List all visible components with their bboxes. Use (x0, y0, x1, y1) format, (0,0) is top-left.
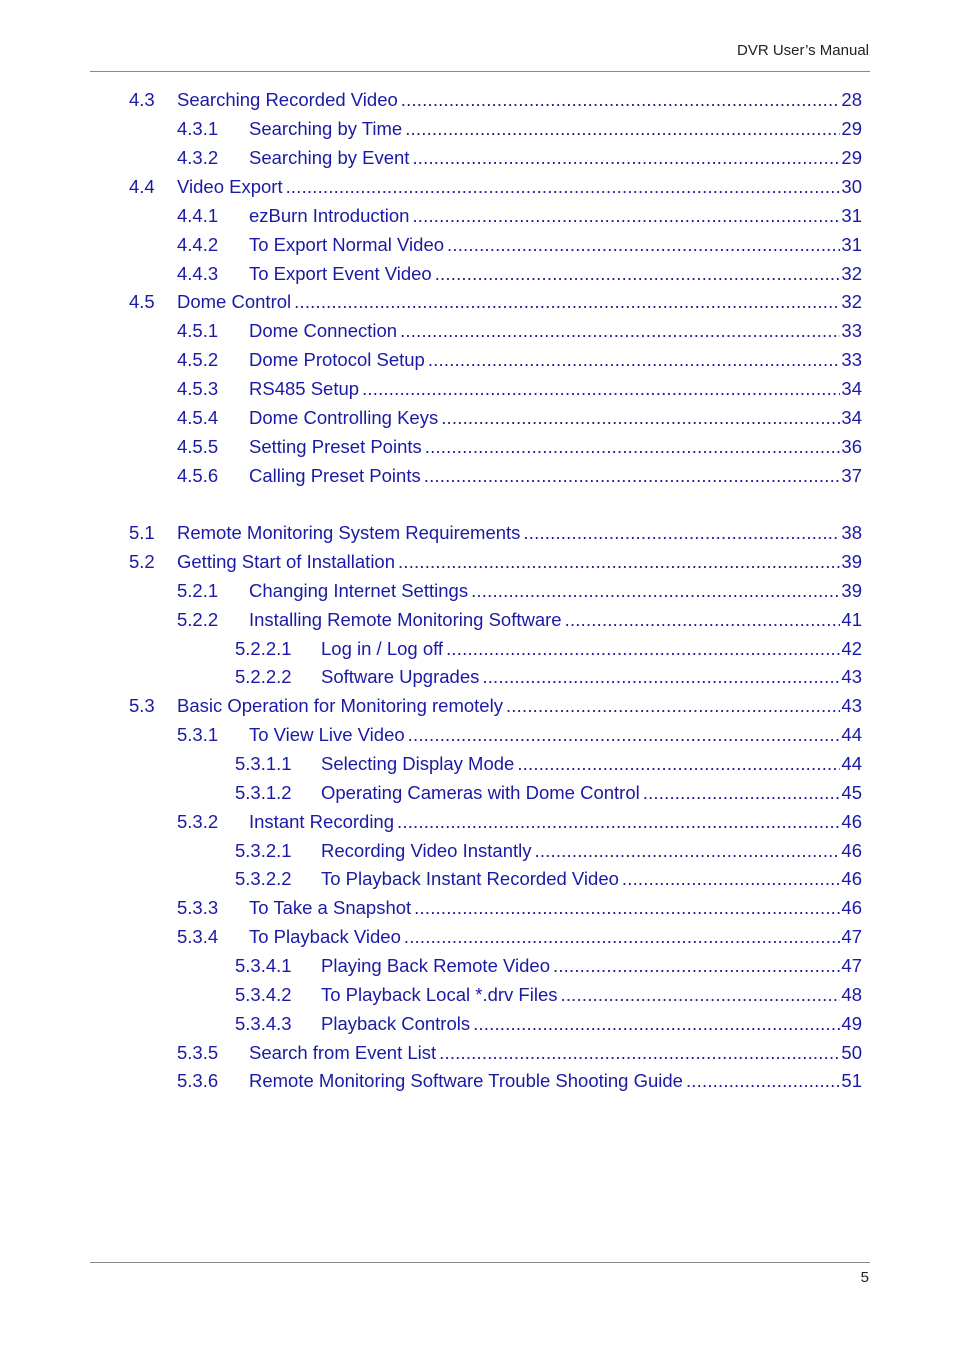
toc-entry-number: 4.4.3 (177, 263, 219, 284)
toc-dot-leader (686, 1069, 840, 1093)
toc-entry-page: 44 (841, 724, 862, 745)
toc-entry-title: To Playback Local *.drv Files (321, 984, 558, 1005)
toc-dot-leader (412, 146, 840, 170)
toc-dot-leader (294, 290, 840, 314)
toc-dot-leader (622, 867, 841, 891)
toc-entry-title: Searching by Time (249, 118, 403, 139)
toc-entry[interactable] (235, 665, 862, 689)
toc-entry-title: Operating Cameras with Dome Control (321, 782, 640, 803)
toc-entry-page: 29 (841, 147, 862, 168)
toc-dot-leader (506, 694, 840, 718)
toc-entry[interactable] (129, 694, 862, 718)
toc-entry-title: Dome Connection (249, 320, 398, 341)
toc-dot-leader (471, 579, 840, 603)
toc-entry-number: 4.5 (129, 291, 155, 312)
toc-entry[interactable] (129, 88, 862, 112)
toc-dot-leader (401, 88, 841, 112)
toc-entry-number: 5.3.2.2 (235, 868, 292, 889)
toc-entry-number: 5.3.4.2 (235, 984, 292, 1005)
toc-entry-page: 43 (841, 666, 862, 687)
toc-entry-page: 41 (841, 609, 862, 630)
toc-entry-page: 37 (841, 465, 862, 486)
toc-dot-leader (561, 983, 841, 1007)
toc-entry[interactable] (177, 896, 862, 920)
toc-entry-title: Remote Monitoring System Requirements (177, 522, 521, 543)
toc-dot-leader (473, 1012, 840, 1036)
toc-dot-leader (286, 175, 841, 199)
toc-dot-leader (517, 752, 840, 776)
toc-entry[interactable] (235, 1012, 862, 1036)
toc-entry-number: 5.3.3 (177, 897, 219, 918)
toc-entry-page: 46 (841, 897, 862, 918)
toc-entry[interactable] (177, 319, 862, 343)
toc-entry-page: 43 (841, 695, 862, 716)
toc-entry-number: 4.5.5 (177, 436, 219, 457)
toc-entry-number: 5.2.2.2 (235, 666, 292, 687)
toc-entry-title: Video Export (177, 176, 283, 197)
header-divider (90, 71, 870, 72)
toc-entry-number: 5.3.1.2 (235, 782, 292, 803)
toc-dot-leader (398, 550, 840, 574)
toc-entry-page: 46 (841, 811, 862, 832)
toc-entry-page: 50 (841, 1042, 862, 1063)
toc-entry[interactable] (177, 204, 862, 228)
toc-entry-title: Changing Internet Settings (249, 580, 469, 601)
toc-dot-leader (414, 896, 840, 920)
toc-entry-number: 4.4.2 (177, 234, 219, 255)
toc-dot-leader (435, 262, 841, 286)
toc-dot-leader (405, 117, 840, 141)
toc-entry-number: 5.3.1.1 (235, 753, 292, 774)
toc-entry-number: 4.3.2 (177, 147, 219, 168)
toc-entry-title: ezBurn Introduction (249, 205, 410, 226)
toc-entry[interactable] (235, 983, 862, 1007)
toc-entry-title: Playback Controls (321, 1013, 471, 1034)
toc-entry-number: 4.3.1 (177, 118, 219, 139)
toc-entry-page: 34 (841, 407, 862, 428)
toc-entry-page: 44 (841, 753, 862, 774)
toc-entry-number: 5.2.2.1 (235, 638, 292, 659)
toc-entry-number: 4.5.4 (177, 407, 219, 428)
toc-entry-title: Instant Recording (249, 811, 395, 832)
toc-entry-number: 4.5.1 (177, 320, 219, 341)
toc-entry[interactable] (177, 810, 862, 834)
toc-entry[interactable] (235, 637, 862, 661)
toc-entry-title: Recording Video Instantly (321, 840, 532, 861)
toc-dot-leader (446, 637, 840, 661)
toc-entry-number: 5.1 (129, 522, 155, 543)
toc-entry[interactable] (177, 464, 862, 488)
toc-dot-leader (412, 204, 840, 228)
toc-entry-page: 31 (841, 205, 862, 226)
toc-entry-page: 33 (841, 349, 862, 370)
toc-dot-leader (397, 810, 840, 834)
toc-entry-page: 42 (841, 638, 862, 659)
toc-entry-number: 5.3.4 (177, 926, 219, 947)
toc-entry-page: 51 (841, 1070, 862, 1091)
toc-entry-page: 46 (841, 840, 862, 861)
toc-entry[interactable] (177, 233, 862, 257)
toc-entry-number: 4.5.2 (177, 349, 219, 370)
toc-entry-page: 29 (841, 118, 862, 139)
toc-entry-title: Searching Recorded Video (177, 89, 398, 110)
toc-entry[interactable] (235, 752, 862, 776)
toc-entry-title: Search from Event List (249, 1042, 437, 1063)
toc-entry[interactable] (177, 117, 862, 141)
toc-entry-number: 5.3.4.1 (235, 955, 292, 976)
running-header-title: DVR User’s Manual (737, 42, 869, 59)
toc-entry-title: Setting Preset Points (249, 436, 422, 457)
toc-dot-leader (404, 925, 841, 949)
toc-entry-title: Basic Operation for Monitoring remotely (177, 695, 503, 716)
toc-entry-number: 5.3.2 (177, 811, 219, 832)
toc-dot-leader (400, 319, 840, 343)
toc-entry-number: 4.5.3 (177, 378, 219, 399)
toc-entry-number: 5.3 (129, 695, 155, 716)
toc-entry-number: 4.3 (129, 89, 155, 110)
toc-entry-title: To Playback Video (249, 926, 401, 947)
toc-dot-leader (425, 435, 841, 459)
toc-entry-page: 34 (841, 378, 862, 399)
toc-dot-leader (643, 781, 841, 805)
toc-entry-title: Log in / Log off (321, 638, 444, 659)
toc-entry[interactable] (235, 839, 862, 863)
toc-entry-title: Getting Start of Installation (177, 551, 396, 572)
toc-entry-page: 45 (841, 782, 862, 803)
toc-entry-page: 48 (841, 984, 862, 1005)
toc-entry-number: 5.3.6 (177, 1070, 219, 1091)
toc-dot-leader (439, 1041, 840, 1065)
toc-entry[interactable] (177, 348, 862, 372)
toc-entry[interactable] (177, 608, 862, 632)
toc-entry-page: 39 (841, 551, 862, 572)
toc-entry-number: 4.5.6 (177, 465, 219, 486)
toc-entry-title: Selecting Display Mode (321, 753, 515, 774)
toc-entry-number: 5.3.4.3 (235, 1013, 292, 1034)
page-number: 5 (860, 1269, 869, 1286)
toc-entry-title: Searching by Event (249, 147, 410, 168)
toc-dot-leader (447, 233, 840, 257)
toc-entry-title: To Export Normal Video (249, 234, 445, 255)
toc-entry-title: Installing Remote Monitoring Software (249, 609, 562, 630)
toc-dot-leader (441, 406, 840, 430)
toc-entry[interactable] (235, 867, 862, 891)
toc-entry-number: 4.4 (129, 176, 155, 197)
toc-entry[interactable] (129, 521, 862, 545)
toc-entry[interactable] (235, 954, 862, 978)
toc-entry[interactable] (177, 435, 862, 459)
toc-entry-number: 5.3.2.1 (235, 840, 292, 861)
toc-entry-page: 47 (841, 926, 862, 947)
toc-entry-title: To View Live Video (249, 724, 405, 745)
toc-entry-page: 31 (841, 234, 862, 255)
toc-entry[interactable] (177, 579, 862, 603)
toc-entry[interactable] (177, 1069, 862, 1093)
toc-dot-leader (408, 723, 841, 747)
toc-entry[interactable] (235, 781, 862, 805)
toc-dot-leader (534, 839, 840, 863)
toc-entry-title: Remote Monitoring Software Trouble Shooting Guide (249, 1070, 683, 1091)
toc-entry-page: 46 (841, 868, 862, 889)
toc-entry[interactable] (177, 925, 862, 949)
toc-entry-number: 5.3.5 (177, 1042, 219, 1063)
toc-entry-title: Dome Controlling Keys (249, 407, 439, 428)
toc-entry[interactable] (177, 723, 862, 747)
toc-entry-number: 5.2 (129, 551, 155, 572)
toc-entry-number: 5.2.1 (177, 580, 219, 601)
toc-dot-leader (553, 954, 840, 978)
toc-entry-title: RS485 Setup (249, 378, 360, 399)
toc-entry-page: 33 (841, 320, 862, 341)
footer-divider (90, 1262, 870, 1263)
toc-entry-title: Software Upgrades (321, 666, 480, 687)
toc-entry[interactable] (129, 550, 862, 574)
toc-dot-leader (428, 348, 841, 372)
toc-entry[interactable] (177, 146, 862, 170)
toc-entry-title: To Export Event Video (249, 263, 432, 284)
toc-entry-page: 38 (841, 522, 862, 543)
toc-dot-leader (362, 377, 840, 401)
toc-entry-title: Dome Control (177, 291, 292, 312)
toc-dot-leader (565, 608, 841, 632)
toc-entry-page: 39 (841, 580, 862, 601)
toc-entry-title: To Playback Instant Recorded Video (321, 868, 619, 889)
toc-entry[interactable] (129, 175, 862, 199)
toc-entry[interactable] (177, 406, 862, 430)
toc-dot-leader (523, 521, 840, 545)
toc-entry[interactable] (177, 1041, 862, 1065)
toc-entry-title: Calling Preset Points (249, 465, 421, 486)
toc-entry-title: To Take a Snapshot (249, 897, 412, 918)
toc-entry-page: 47 (841, 955, 862, 976)
toc-entry-number: 5.2.2 (177, 609, 219, 630)
toc-entry[interactable] (129, 290, 862, 314)
toc-dot-leader (424, 464, 841, 488)
toc-entry-number: 4.4.1 (177, 205, 219, 226)
toc-entry[interactable] (177, 262, 862, 286)
toc-entry-page: 32 (841, 263, 862, 284)
toc-entry-title: Dome Protocol Setup (249, 349, 425, 370)
toc-entry-number: 5.3.1 (177, 724, 219, 745)
toc-entry-page: 32 (841, 291, 862, 312)
toc-dot-leader (482, 665, 840, 689)
toc-entry-title: Playing Back Remote Video (321, 955, 550, 976)
toc-entry-page: 49 (841, 1013, 862, 1034)
toc-entry-page: 28 (841, 89, 862, 110)
toc-entry-page: 30 (841, 176, 862, 197)
toc-entry[interactable] (177, 377, 862, 401)
toc-entry-page: 36 (841, 436, 862, 457)
